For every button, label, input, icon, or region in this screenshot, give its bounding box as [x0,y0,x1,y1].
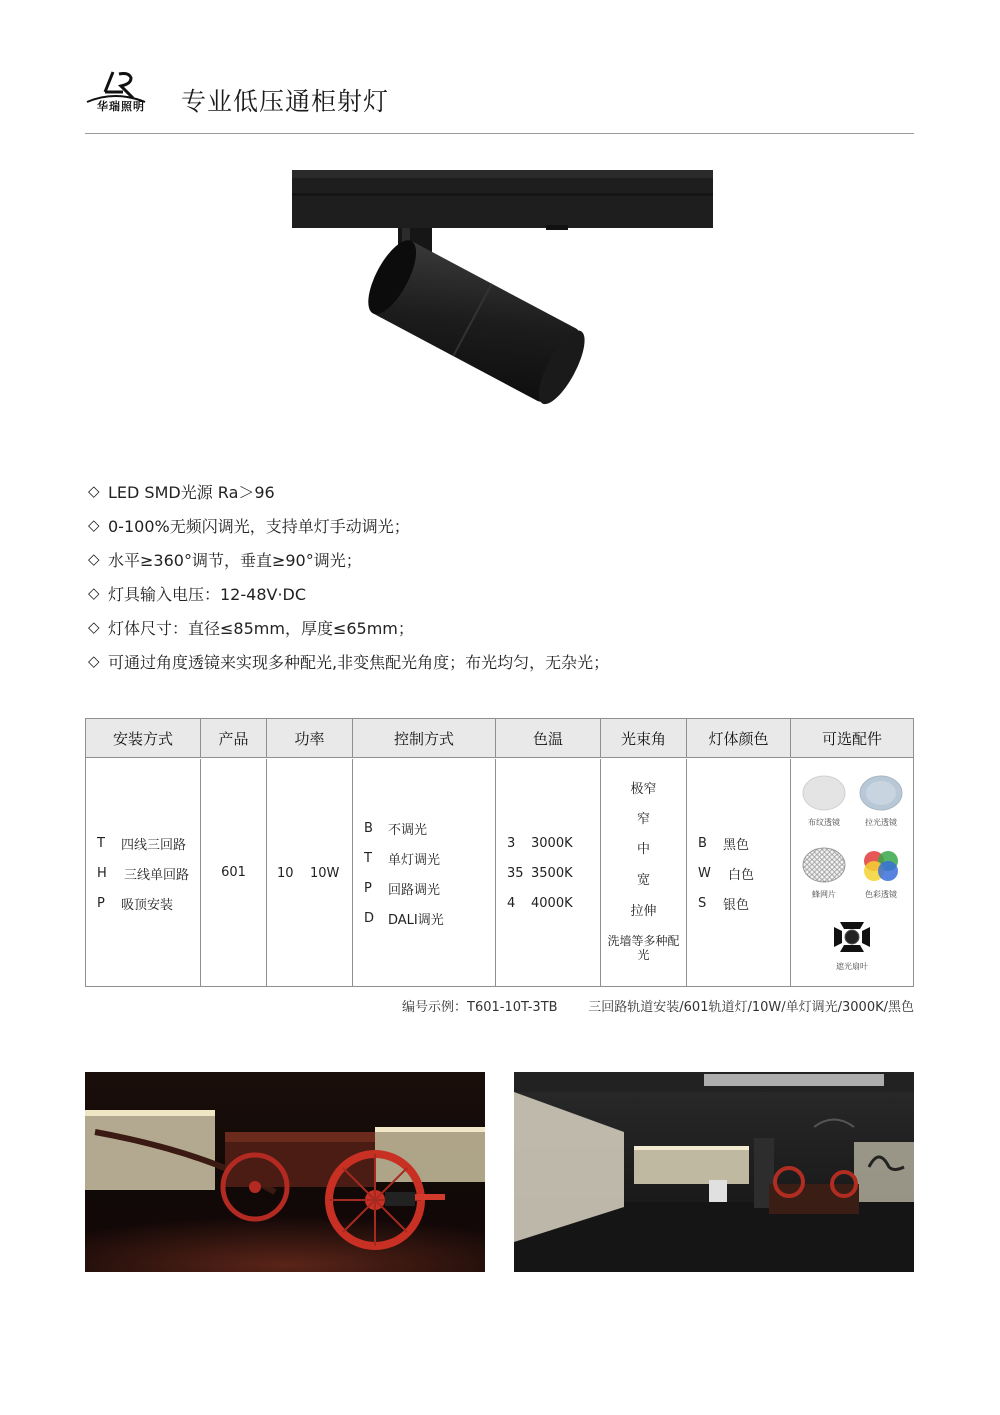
feature-item [88,474,888,508]
feature-text: 灯具输入电压：12-48V·DC [108,584,307,604]
cct-column [496,759,601,987]
accessory-item: 色彩透镜 [854,847,908,900]
beam-option: 极窄 [630,782,657,797]
feature-list [88,474,888,678]
textured-lens-icon [802,775,846,811]
feature-text: LED SMD光源 Ra＞96 [108,482,275,502]
diamond-bullet-icon: ◇ [88,550,100,568]
body-color-column [687,759,791,987]
install-option: T 四线三回路 [97,835,187,853]
diamond-bullet-icon: ◇ [88,652,100,670]
diamond-bullet-icon: ◇ [88,618,100,636]
feature-text: 灯体尺寸：直径≤85mm，厚度≤65mm； [108,618,414,638]
beam-option: 中 [636,842,650,857]
accessory-item: 拉光透镜 [854,775,908,828]
page-title: 专业低压通柜射灯 [181,87,390,116]
beam-option: 宽 [636,873,650,888]
example-code: 编号示例：T601-10T-3TB [402,1000,558,1015]
header-product: 产品 [201,719,267,758]
cct-option: 4 4000K [507,895,573,911]
accessory-item: 蜂网片 [797,847,851,900]
header-power: 功率 [267,719,353,758]
control-option: B 不调光 [364,820,428,838]
header-accessories: 可选配件 [821,730,882,748]
feature-text: 水平≥360°调节，垂直≥90°调光； [108,550,362,570]
diamond-bullet-icon: ◇ [88,482,100,500]
accessory-item: 布纹透镜 [797,775,851,828]
product-column [201,759,267,987]
color-option: W 白色 [698,865,755,883]
feature-item [88,610,888,644]
color-option: S 银色 [698,895,750,913]
spec-table [85,718,914,987]
museum-chariot-photo [85,1072,485,1272]
power-option: 10 10W [277,865,340,881]
header-install: 安装方式 [86,719,201,758]
accessories-column [791,759,913,987]
control-option: D DALI调光 [364,910,444,928]
accessory-item: 遮光扇叶 [824,919,880,972]
example-description: 三回路轨道安装/601轨道灯/10W/单灯调光/3000K/黑色 [588,1000,914,1015]
install-option: P 吸顶安装 [97,895,174,913]
cct-option: 3 3000K [507,835,573,851]
honeycomb-icon [802,847,846,883]
power-column [267,759,353,987]
spec-table-header [86,719,913,758]
product-code: 601 [221,865,246,880]
track-spotlight-image [290,165,715,435]
control-option: T 单灯调光 [364,850,441,868]
color-lens-icon [859,847,903,883]
feature-text: 0-100%无频闪调光，支持单灯手动调光； [108,516,410,536]
header-body-color: 灯体颜色 [687,719,791,758]
cct-option: 35 3500K [507,865,573,881]
diamond-bullet-icon: ◇ [88,516,100,534]
install-option: H 三线单回路 [97,865,190,883]
feature-item [88,542,888,576]
museum-gallery-photo [514,1072,914,1272]
header-beam: 光束角 [601,719,687,758]
barn-door-icon [830,919,874,955]
feature-item [88,508,888,542]
header-control: 控制方式 [353,719,496,758]
stretch-lens-icon [859,775,903,811]
beam-option: 拉伸 [630,904,657,919]
feature-item [88,644,888,678]
install-column [86,759,201,987]
beam-option: 窄 [636,812,650,827]
color-option: B 黑色 [698,835,750,853]
feature-text: 可通过角度透镜来实现多种配光,非变焦配光角度；布光均匀，无杂光； [108,652,610,672]
header-cct: 色温 [496,719,601,758]
control-option: P 回路调光 [364,880,441,898]
beam-column [601,759,687,987]
beam-option: 洗墙等多种配光 [607,934,680,962]
control-column [353,759,496,987]
page-header [85,62,914,134]
brand-name: 华瑞照明 [97,100,145,113]
feature-item [88,576,888,610]
diamond-bullet-icon: ◇ [88,584,100,602]
